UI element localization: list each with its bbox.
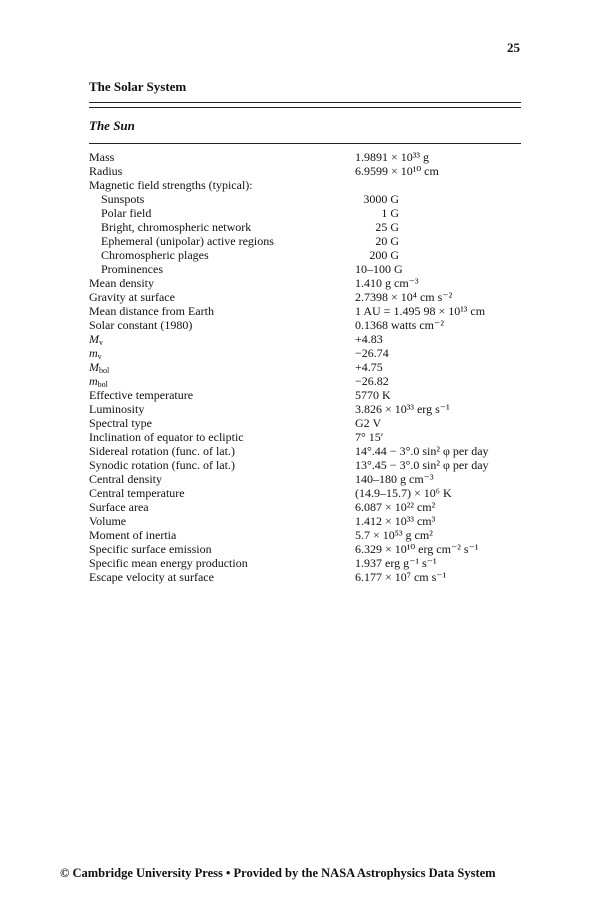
- property-value: 20 G: [375, 234, 399, 248]
- property-label: Specific surface emission: [89, 542, 212, 556]
- property-label: Spectral type: [89, 416, 152, 430]
- table-row: [89, 444, 521, 458]
- property-value: 6.177 × 10⁷ cm s⁻¹: [355, 570, 447, 584]
- table-row: [89, 472, 521, 486]
- property-value: 1.9891 × 10³³ g: [355, 150, 429, 164]
- table-row: [89, 388, 521, 402]
- table-row: [89, 500, 521, 514]
- property-label: Central density: [89, 472, 162, 486]
- table-row: [89, 346, 521, 360]
- table-row: [89, 556, 521, 570]
- property-value: 1 G: [381, 206, 399, 220]
- property-value: 6.9599 × 10¹⁰ cm: [355, 164, 439, 178]
- table-row: [89, 178, 521, 192]
- property-label: Radius: [89, 164, 123, 178]
- property-label: Ephemeral (unipolar) active regions: [101, 234, 274, 248]
- property-symbol: $m_v$: [89, 346, 102, 361]
- property-label: Effective temperature: [89, 388, 194, 402]
- table-row: [89, 304, 521, 318]
- table-row: [89, 402, 521, 416]
- property-label: Escape velocity at surface: [89, 570, 214, 584]
- property-label: Specific mean energy production: [89, 556, 248, 570]
- property-value: +4.83: [355, 332, 383, 346]
- property-symbol: $M_v$: [89, 332, 103, 347]
- double-rule-divider: [89, 102, 521, 108]
- table-row: [89, 262, 521, 276]
- table-row: [89, 458, 521, 472]
- table-row: [89, 290, 521, 304]
- table-row: [89, 430, 521, 444]
- property-value: 1.937 erg g⁻¹ s⁻¹: [355, 556, 437, 570]
- section-title: The Solar System: [89, 79, 187, 94]
- property-label: Mean density: [89, 276, 154, 290]
- property-value: G2 V: [355, 416, 382, 430]
- table-row: [89, 248, 521, 262]
- table-row: [89, 164, 521, 178]
- table-row: [89, 318, 521, 332]
- property-label: Chromospheric plages: [101, 248, 209, 262]
- property-value: 5.7 × 10⁵³ g cm²: [355, 528, 433, 542]
- property-label: Polar field: [101, 206, 152, 220]
- property-label: Luminosity: [89, 402, 145, 416]
- property-value: 5770 K: [355, 388, 391, 402]
- property-label: Volume: [89, 514, 127, 528]
- property-value: 7° 15′: [355, 430, 384, 444]
- property-value: 6.329 × 10¹⁰ erg cm⁻² s⁻¹: [355, 542, 479, 556]
- property-label: Prominences: [101, 262, 163, 276]
- page-number: 25: [507, 40, 520, 55]
- property-value: 3000 G: [363, 192, 399, 206]
- table-row: [89, 332, 521, 346]
- property-value: (14.9–15.7) × 10⁶ K: [355, 486, 452, 500]
- property-value: −26.74: [355, 346, 389, 360]
- property-symbol: $M_{bol}$: [89, 360, 110, 375]
- property-label: Mass: [89, 150, 115, 164]
- table-row: [89, 528, 521, 542]
- table-row: [89, 542, 521, 556]
- table-row: [89, 276, 521, 290]
- table-row: [89, 192, 521, 206]
- table-row: [89, 234, 521, 248]
- property-value: 200 G: [369, 248, 399, 262]
- table-title: The Sun: [89, 118, 135, 133]
- table-header-rule: [89, 143, 521, 144]
- table-row: [89, 374, 521, 388]
- table-row: [89, 206, 521, 220]
- property-value: 0.1368 watts cm⁻²: [355, 318, 444, 332]
- property-label: Magnetic field strengths (typical):: [89, 178, 253, 192]
- property-label: Bright, chromospheric network: [101, 220, 252, 234]
- copyright-footer: © Cambridge University Press • Provided by the NASA Astrophysics Data System: [60, 866, 496, 880]
- property-value: 140–180 g cm⁻³: [355, 472, 434, 486]
- property-value: 13°.45 − 3°.0 sin² φ per day: [355, 458, 489, 472]
- property-value: 10–100 G: [355, 262, 403, 276]
- property-label: Inclination of equator to ecliptic: [89, 430, 244, 444]
- property-value: 14°.44 − 3°.0 sin² φ per day: [355, 444, 489, 458]
- property-label: Sunspots: [101, 192, 145, 206]
- table-row: [89, 570, 521, 584]
- property-value: 3.826 × 10³³ erg s⁻¹: [355, 402, 450, 416]
- property-value: −26.82: [355, 374, 389, 388]
- table-row: [89, 360, 521, 374]
- property-label: Mean distance from Earth: [89, 304, 214, 318]
- property-label: Gravity at surface: [89, 290, 175, 304]
- property-symbol: $m_{bol}$: [89, 374, 108, 389]
- table-row: [89, 150, 521, 164]
- property-value: 1 AU = 1.495 98 × 10¹³ cm: [355, 304, 486, 318]
- property-value: 25 G: [375, 220, 399, 234]
- property-label: Solar constant (1980): [89, 318, 193, 332]
- property-label: Synodic rotation (func. of lat.): [89, 458, 235, 472]
- property-value: 6.087 × 10²² cm²: [355, 500, 436, 514]
- property-value: 1.412 × 10³³ cm³: [355, 514, 436, 528]
- property-label: Surface area: [89, 500, 149, 514]
- property-label: Central temperature: [89, 486, 185, 500]
- table-row: [89, 486, 521, 500]
- property-value: 2.7398 × 10⁴ cm s⁻²: [355, 290, 453, 304]
- property-label: Moment of inertia: [89, 528, 177, 542]
- table-row: [89, 416, 521, 430]
- property-value: 1.410 g cm⁻³: [355, 276, 419, 290]
- property-value: +4.75: [355, 360, 383, 374]
- table-row: [89, 514, 521, 528]
- property-label: Sidereal rotation (func. of lat.): [89, 444, 235, 458]
- sun-properties-table: [89, 150, 521, 584]
- table-row: [89, 220, 521, 234]
